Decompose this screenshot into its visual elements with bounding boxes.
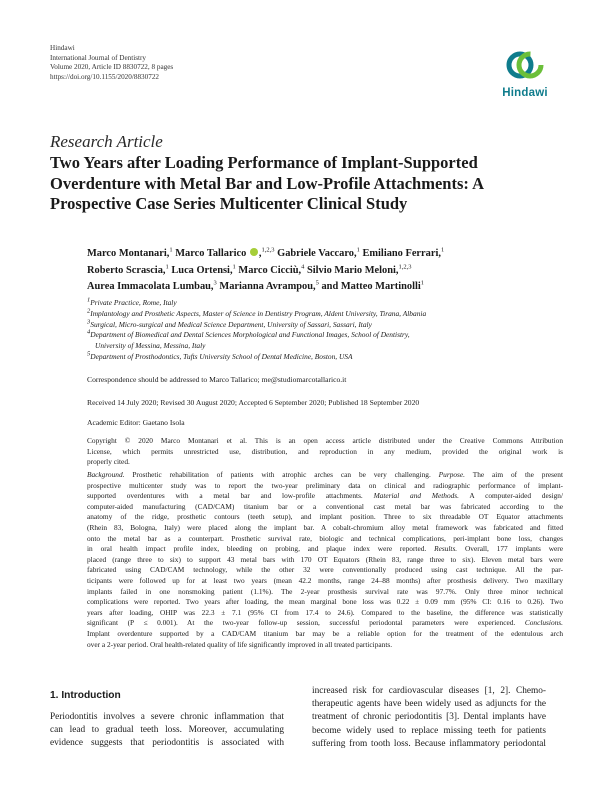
author[interactable]: Marco Cicciù,$^4$ [238,263,305,276]
orcid-icon[interactable] [250,248,258,256]
author[interactable]: and Matteo Martinolli$^1$ [321,279,424,292]
abstract-line: significant (P ≤ 0.001). At the two-year follow-up session, successful periodontal parameters were experienced. Conclusions. [87,618,563,628]
copyright-line: Copyright © 2020 Marco Montanari et al. This is an open access article distributed under the Creative Commons Attribution [87,436,563,445]
dates: Received 14 July 2020; Revised 30 August 2020; Accepted 6 September 2020; Published 18 September 2020 [87,398,420,407]
affiliation: $^4$Department of Biomedical and Dental Sciences Morphological and Functional Images, School of Dentistry, [87,328,410,340]
intro-right-column [312,685,546,751]
author[interactable]: Aurea Immacolata Lumbau,$^3$ [87,279,217,292]
title-line: Prospective Case Series Multicenter Clinical Study [50,194,408,213]
abstract-line: onto the metal bar as a counterpart. Prosthetic survival rate, biologic and technical complications, peri-implant bone loss, changes [87,533,563,543]
author-list [87,246,567,296]
publisher-name: Hindawi [50,44,75,52]
body-line: suffering from tooth loss. Because inflammatory periodontal [312,738,546,749]
abstract-line: (Rhein 83, Bologna, Italy) were placed along the implant bar. A cobalt-chromium alloy metal framework was fabricated and fitted [87,522,563,532]
article-type: Research Article [50,132,163,151]
abstract-line: placed (range three to six) to support 43 metal bars with 170 OT Equators (Rhein 83, range three to six). Eleven metal bars were [87,554,563,564]
doi-link[interactable]: https://doi.org/10.1155/2020/8830722 [50,72,160,81]
section-heading: 1. Introduction [50,690,121,701]
author[interactable]: Roberto Scrascia,$^1$ [87,263,169,276]
abstract-line: prospective multicenter study was to report the two-year preliminary data on clinical and radiographic performance of implant- [87,480,563,490]
author[interactable]: Marianna Avrampou,$^5$ [219,279,319,292]
affiliation-continuation: University of Messina, Messina, Italy [95,341,206,351]
abstract-line: over a 2-year period. Oral health-related quality of life significantly improved in all treated participants. [87,639,393,649]
abstract-line: computer-aided manufacturing (CAD/CAM) titanium bar or a conventional cast metal bar was fabricated according to the [87,501,563,511]
affiliation: $^1$Private Practice, Rome, Italy [87,296,177,307]
author[interactable]: Marco Montanari,$^1$ [87,246,173,259]
volume-info: Volume 2020, Article ID 8830722, 8 pages [50,63,174,72]
affiliation: $^2$Implantology and Prosthetic Aspects, Master of Science in Dentistry Program, Aldent University, Tirana, Albania [87,307,427,318]
hindawi-rings-icon [504,44,546,86]
copyright-line: properly cited. [87,457,130,467]
journal-header [50,44,173,82]
affiliations [87,298,567,363]
abstract-line: years after loading, OHIP was 22.3 ± 7.1 (95% CI from 17.4 to 24.6). Compared to the baseline, the difference was statistically [87,607,563,617]
body-line: can lead to gradual teeth loss. Moreover, accumulating [50,725,284,736]
paper-title [50,153,570,215]
copyright-line: License, which permits unrestricted use, distribution, and reproduction in any medium, provided the original work is [87,446,563,456]
abstract-line: Implant overdenture supported by a CAD/CAM titanium bar may be a reliable option for the treatment of the edentulous arch [87,628,563,638]
title-line: Two Years after Loading Performance of Implant-Supported [50,153,478,172]
body-line: increased risk for cardiovascular diseases [1, 2]. Chemo- [312,686,546,696]
abstract-line: in oral health impact profile index, bleeding on probing, and plaque index were reported. Results. Overall, 177 implants were [87,544,563,554]
copyright-notice [87,436,563,468]
abstract-line: fabricated using CAD/CAM technology, while the other 32 were conventionally produced using cast technique. All the par- [87,565,563,575]
affiliation: $^5$Department of Prosthodontics, Tufts University School of Dental Medicine, Boston, USA [87,350,353,361]
body-line: become widely used to replace missing teeth for patients [312,725,546,736]
affiliation: $^3$Surgical, Micro-surgical and Medical Science Department, University of Sassari, Sassari, Italy [87,318,372,329]
intro-left-column [50,711,284,751]
hindawi-logo[interactable] [494,44,556,99]
abstract [87,470,563,650]
abstract-line: anatomy of the ridge, prosthetic contours (teeth setup), and implant position. Three to six threadable OT Equator attachments [87,512,563,522]
author[interactable]: Silvio Mario Meloni,$^{1,2,3}$ [306,263,412,276]
abstract-line: ticipants were followed up for at least two years (mean 42.2 months, range 24–88 months) after prosthesis delivery. Two maxillary [87,575,563,585]
correspondence[interactable]: Correspondence should be addressed to Marco Tallarico; me@studiomarcotallarico.it [87,375,347,384]
journal-name: International Journal of Dentistry [50,53,147,62]
abstract-line: implants failed in one nonsmoking patient (1.1%). The 2-year prosthesis survival rate was 97.7%. Only three minor technical [87,586,563,596]
logo-text: Hindawi [502,87,548,99]
author[interactable]: Marco Tallarico ,$^{1,2,3}$ [175,246,275,259]
body-line: therapeutic agents have been widely used as adjuncts for the [312,699,546,710]
author[interactable]: Gabriele Vaccaro,$^1$ [277,246,360,259]
academic-editor: Academic Editor: Gaetano Isola [87,418,185,427]
title-line: Overdenture with Metal Bar and Low-Profile Attachments: A [50,173,484,193]
author[interactable]: Emiliano Ferrari,$^1$ [362,246,445,259]
abstract-line: supported overdentures with a metal bar and low-profile attachments. Material and Methods. A computer-aided design/ [87,491,564,501]
abstract-line: Background. Prosthetic rehabilitation of patients with atrophic arches can be very challenging. Purpose. The aim of the present [87,470,563,479]
body-line: Periodontitis involves a severe chronic inflammation that [50,712,284,722]
body-line: treatment of chronic periodontitis [3]. Dental implants have [312,712,546,723]
abstract-line: complications were reported. Two years after loading, the mean marginal bone loss was 0.22 ± 0.09 mm (95% CI: 0.16 to 0.26). Two [87,597,563,607]
body-line: evidence suggests that periodontitis is associated with [50,738,284,749]
author[interactable]: Luca Ortensi,$^1$ [171,263,236,276]
